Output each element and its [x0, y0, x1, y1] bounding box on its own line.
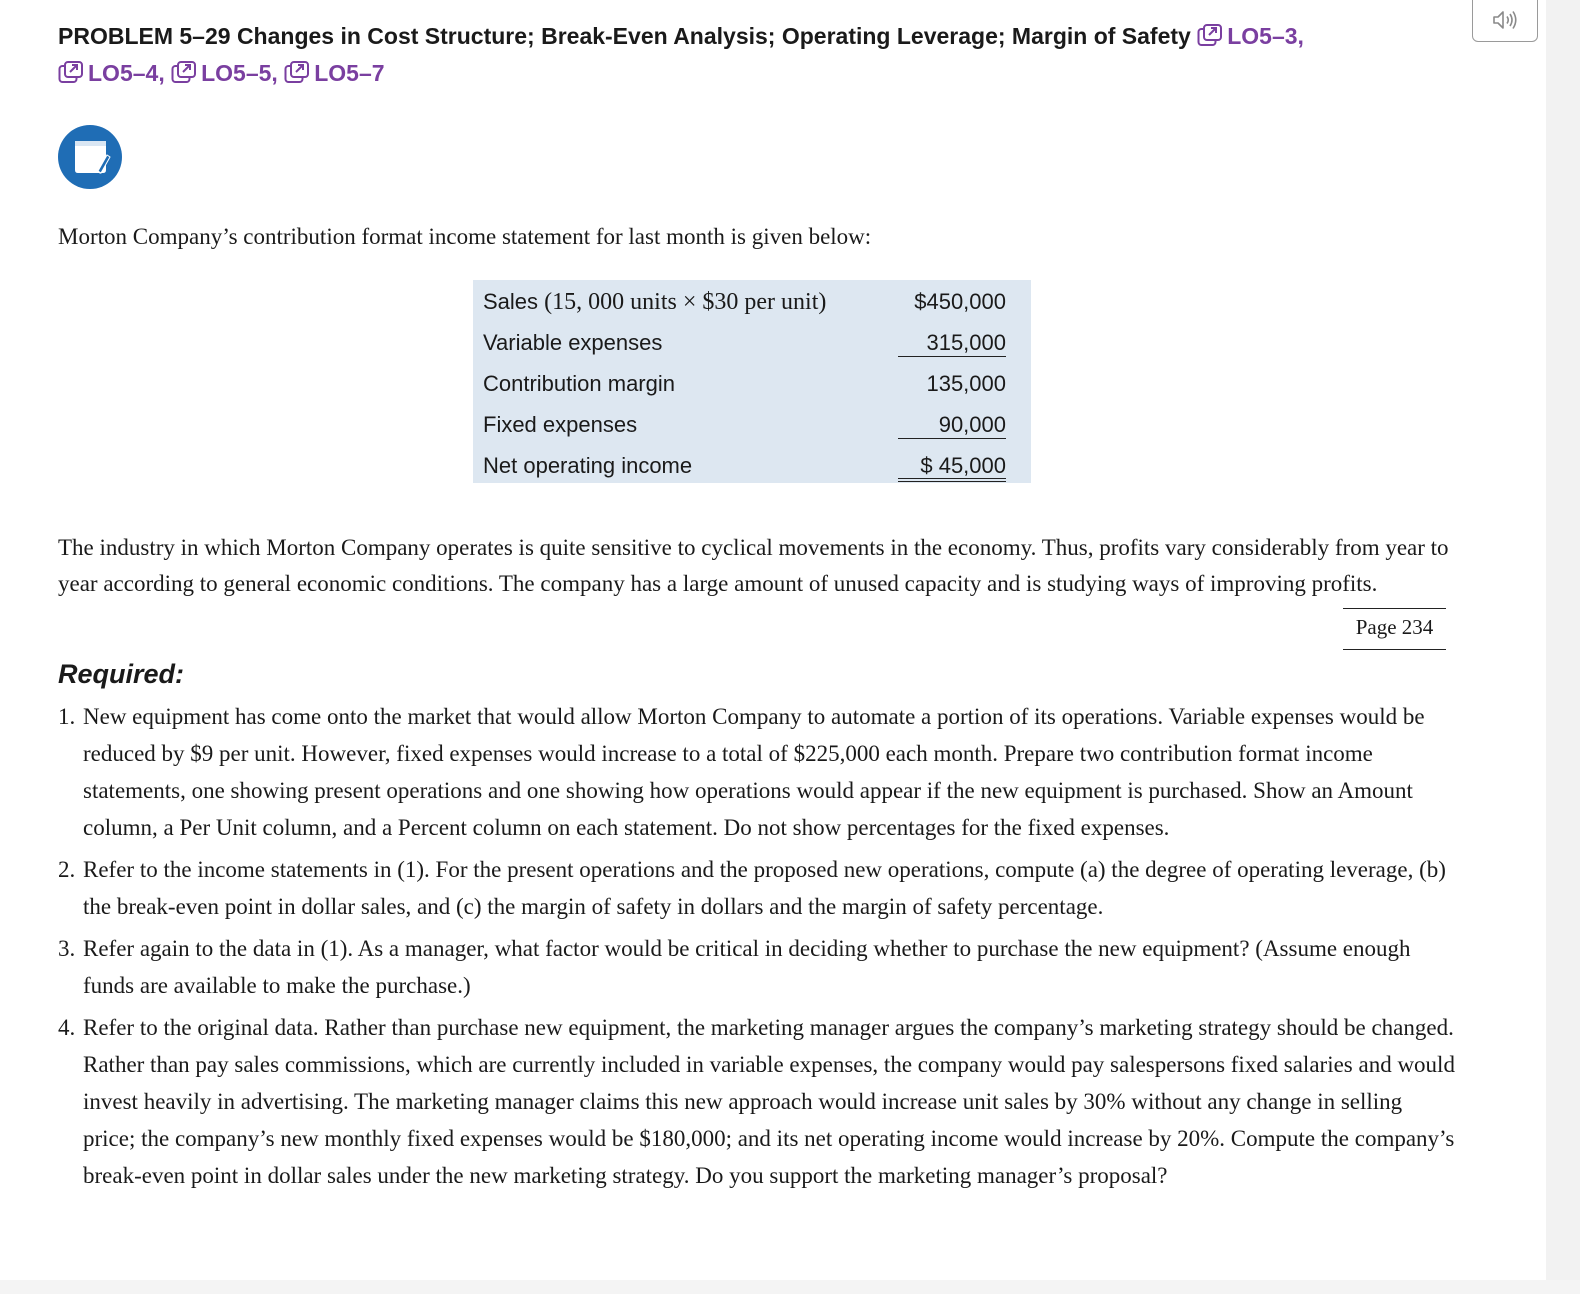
double-underline-rule-bottom: [898, 481, 1006, 482]
item-text: Refer to the income statements in (1). For the present operations and the proposed new operations, compute (a) the degree of operating leverage, (b) the break-even point in dollar sales, and (c) the margin of safety in dollars and the margin of safety percentage.: [83, 857, 1446, 919]
item-number: 1.: [58, 704, 76, 729]
audio-button[interactable]: [1472, 0, 1538, 42]
item-number: 2.: [58, 857, 76, 882]
statement-label: Sales (15, 000 units × $30 per unit): [483, 289, 827, 315]
external-link-icon: [284, 61, 310, 84]
problem-title: [58, 18, 1398, 92]
right-scroll-strip: [1546, 0, 1580, 1294]
double-underline-rule-top: [898, 478, 1006, 479]
underline-rule: [898, 356, 1006, 357]
lo-link-5-3[interactable]: [1197, 23, 1304, 49]
item-text: Refer again to the data in (1). As a manager, what factor would be critical in deciding whether to purchase the new equipment? (Assume enough funds are available to make the purchase.): [83, 936, 1411, 998]
statement-row-net-operating-income: [483, 448, 1006, 489]
lo-link-label: LO5–7: [314, 60, 385, 86]
intro-text: Morton Company’s contribution format income statement for last month is given below:: [58, 224, 872, 249]
item-text: Refer to the original data. Rather than purchase new equipment, the marketing manager argues the company’s marketing strategy should be changed. Rather than pay sales commissions, which are currently included in variable expenses, the company would pay salespersons fixed salaries and would invest heavily in advertising. The marketing manager claims this new approach would increase unit sales by 30% without any change in selling price; the company’s new monthly fixed expenses would be $180,000; and its net operating income would increase by 20%. Compute the company’s break-even point in dollar sales under the new marketing strategy. Do you support the marketing manager’s proposal?: [83, 1015, 1455, 1188]
statement-amount: $450,000: [914, 289, 1006, 314]
statement-amount: $ 45,000: [920, 453, 1006, 478]
underline-rule: [898, 438, 1006, 439]
income-statement: [473, 280, 1031, 483]
speaker-icon: [1492, 9, 1518, 31]
problem-title-text: PROBLEM 5–29 Changes in Cost Structure; Break-Even Analysis; Operating Leverage; Margin of Safety: [58, 23, 1191, 49]
statement-label: Contribution margin: [483, 371, 675, 396]
statement-row-contribution-margin: [483, 366, 1006, 407]
external-link-icon: [171, 61, 197, 84]
required-item: [58, 930, 1458, 1004]
external-link-icon: [1197, 24, 1223, 47]
statement-label: Variable expenses: [483, 330, 663, 355]
statement-row-variable-expenses: [483, 325, 1006, 366]
item-number: 4.: [58, 1015, 76, 1040]
external-link-icon: [58, 61, 84, 84]
required-item: [58, 698, 1458, 846]
statement-row-fixed-expenses: [483, 407, 1006, 448]
statement-label: Net operating income: [483, 453, 693, 478]
bottom-strip: [0, 1280, 1580, 1294]
required-heading: Required:: [58, 659, 185, 689]
required-item: [58, 851, 1458, 925]
page-reference: Page 234: [1343, 608, 1446, 650]
lo-link-5-5[interactable]: [171, 60, 278, 86]
statement-amount: 90,000: [938, 412, 1006, 437]
lo-link-5-7[interactable]: [284, 60, 384, 86]
lo-link-label: LO5–4,: [88, 60, 165, 86]
lo-link-label: LO5–3,: [1227, 23, 1304, 49]
statement-amount: 315,000: [926, 330, 1006, 355]
lo-link-label: LO5–5,: [201, 60, 278, 86]
required-item: [58, 1009, 1458, 1194]
lo-link-5-4[interactable]: [58, 60, 165, 86]
statement-row-sales: [483, 284, 1006, 325]
statement-label: Fixed expenses: [483, 412, 638, 437]
item-text: New equipment has come onto the market that would allow Morton Company to automate a portion of its operations. Variable expenses would be reduced by $9 per unit. However, fixed expenses would increase to a total of $225,000 each month. Prepare two contribution format income statements, one showing present operations and one showing how operations would appear if the new equipment is purchased. Show an Amount column, a Per Unit column, and a Percent column on each statement. Do not show percentages for the fixed expenses.: [83, 704, 1425, 840]
required-list: [58, 698, 1458, 1199]
statement-amount: 135,000: [926, 371, 1006, 396]
item-number: 3.: [58, 936, 76, 961]
notebook-icon[interactable]: [57, 124, 123, 190]
industry-paragraph: The industry in which Morton Company operates is quite sensitive to cyclical movements in the economy. Thus, profits vary considerably from year to year according to general economic conditions. The company has a large amount of unused capacity and is studying ways of improving profits.: [58, 535, 1449, 596]
